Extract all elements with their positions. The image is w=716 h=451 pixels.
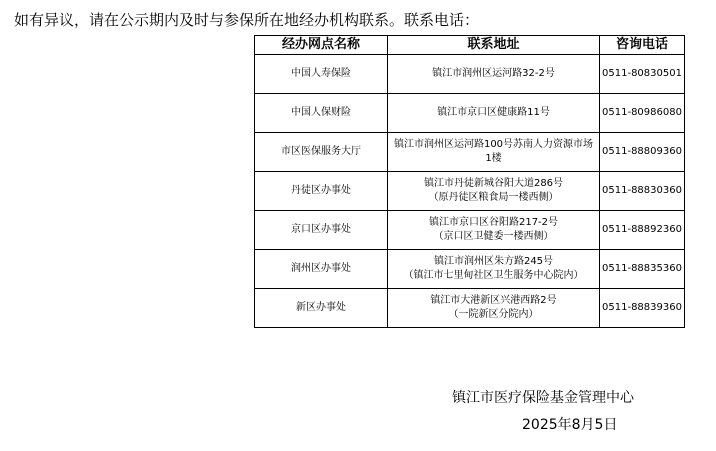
address-line: 镇江市丹徒新城谷阳大道286号 xyxy=(423,178,564,189)
address-line: （一院新区分院内） xyxy=(448,309,539,320)
address-line: 镇江市京口区健康路11号 xyxy=(437,107,550,118)
office-phone: 0511-88830360 xyxy=(600,172,685,211)
issuing-organization: 镇江市医疗保险基金管理中心 xyxy=(452,390,634,406)
office-address xyxy=(388,55,600,94)
address-line: 镇江市润州区运河路100号苏南人力资源市场 xyxy=(393,139,594,150)
header-name: 经办网点名称 xyxy=(255,36,388,55)
table-row xyxy=(255,250,685,289)
office-name: 润州区办事处 xyxy=(255,250,388,289)
table-row xyxy=(255,94,685,133)
office-phone: 0511-88892360 xyxy=(600,211,685,250)
office-address xyxy=(388,172,600,211)
header-address: 联系地址 xyxy=(388,36,600,55)
address-line: 镇江市润州区朱方路245号 xyxy=(433,256,554,267)
address-line: 1楼 xyxy=(485,153,502,164)
table-row xyxy=(255,211,685,250)
table-row xyxy=(255,289,685,328)
table-row xyxy=(255,172,685,211)
office-address xyxy=(388,289,600,328)
office-name: 市区医保服务大厅 xyxy=(255,133,388,172)
office-phone: 0511-88809360 xyxy=(600,133,685,172)
intro-text: 如有异议，请在公示期内及时与参保所在地经办机构联系。联系电话： xyxy=(14,11,480,29)
table-row xyxy=(255,55,685,94)
office-phone: 0511-88839360 xyxy=(600,289,685,328)
office-phone: 0511-80986080 xyxy=(600,94,685,133)
table-row xyxy=(255,133,685,172)
office-name: 丹徒区办事处 xyxy=(255,172,388,211)
office-address xyxy=(388,133,600,172)
issue-date: 2025年8月5日 xyxy=(522,417,618,433)
office-address xyxy=(388,211,600,250)
header-phone: 咨询电话 xyxy=(600,36,685,55)
office-phone: 0511-88835360 xyxy=(600,250,685,289)
contact-table xyxy=(254,35,685,328)
address-line: （京口区卫健委一楼西侧） xyxy=(433,231,554,242)
address-line: （原丹徒区粮食局一楼西侧） xyxy=(428,192,559,203)
office-address xyxy=(388,94,600,133)
office-name: 京口区办事处 xyxy=(255,211,388,250)
address-line: 镇江市京口区谷阳路217-2号 xyxy=(428,217,559,228)
address-line: （镇江市七里甸社区卫生服务中心院内） xyxy=(403,270,584,281)
office-address xyxy=(388,250,600,289)
office-name: 新区办事处 xyxy=(255,289,388,328)
table-header-row xyxy=(255,36,685,55)
office-name: 中国人寿保险 xyxy=(255,55,388,94)
address-line: 镇江市大港新区兴港西路2号 xyxy=(430,295,557,306)
address-line: 镇江市润州区运河路32-2号 xyxy=(432,68,555,79)
office-name: 中国人保财险 xyxy=(255,94,388,133)
office-phone: 0511-80830501 xyxy=(600,55,685,94)
